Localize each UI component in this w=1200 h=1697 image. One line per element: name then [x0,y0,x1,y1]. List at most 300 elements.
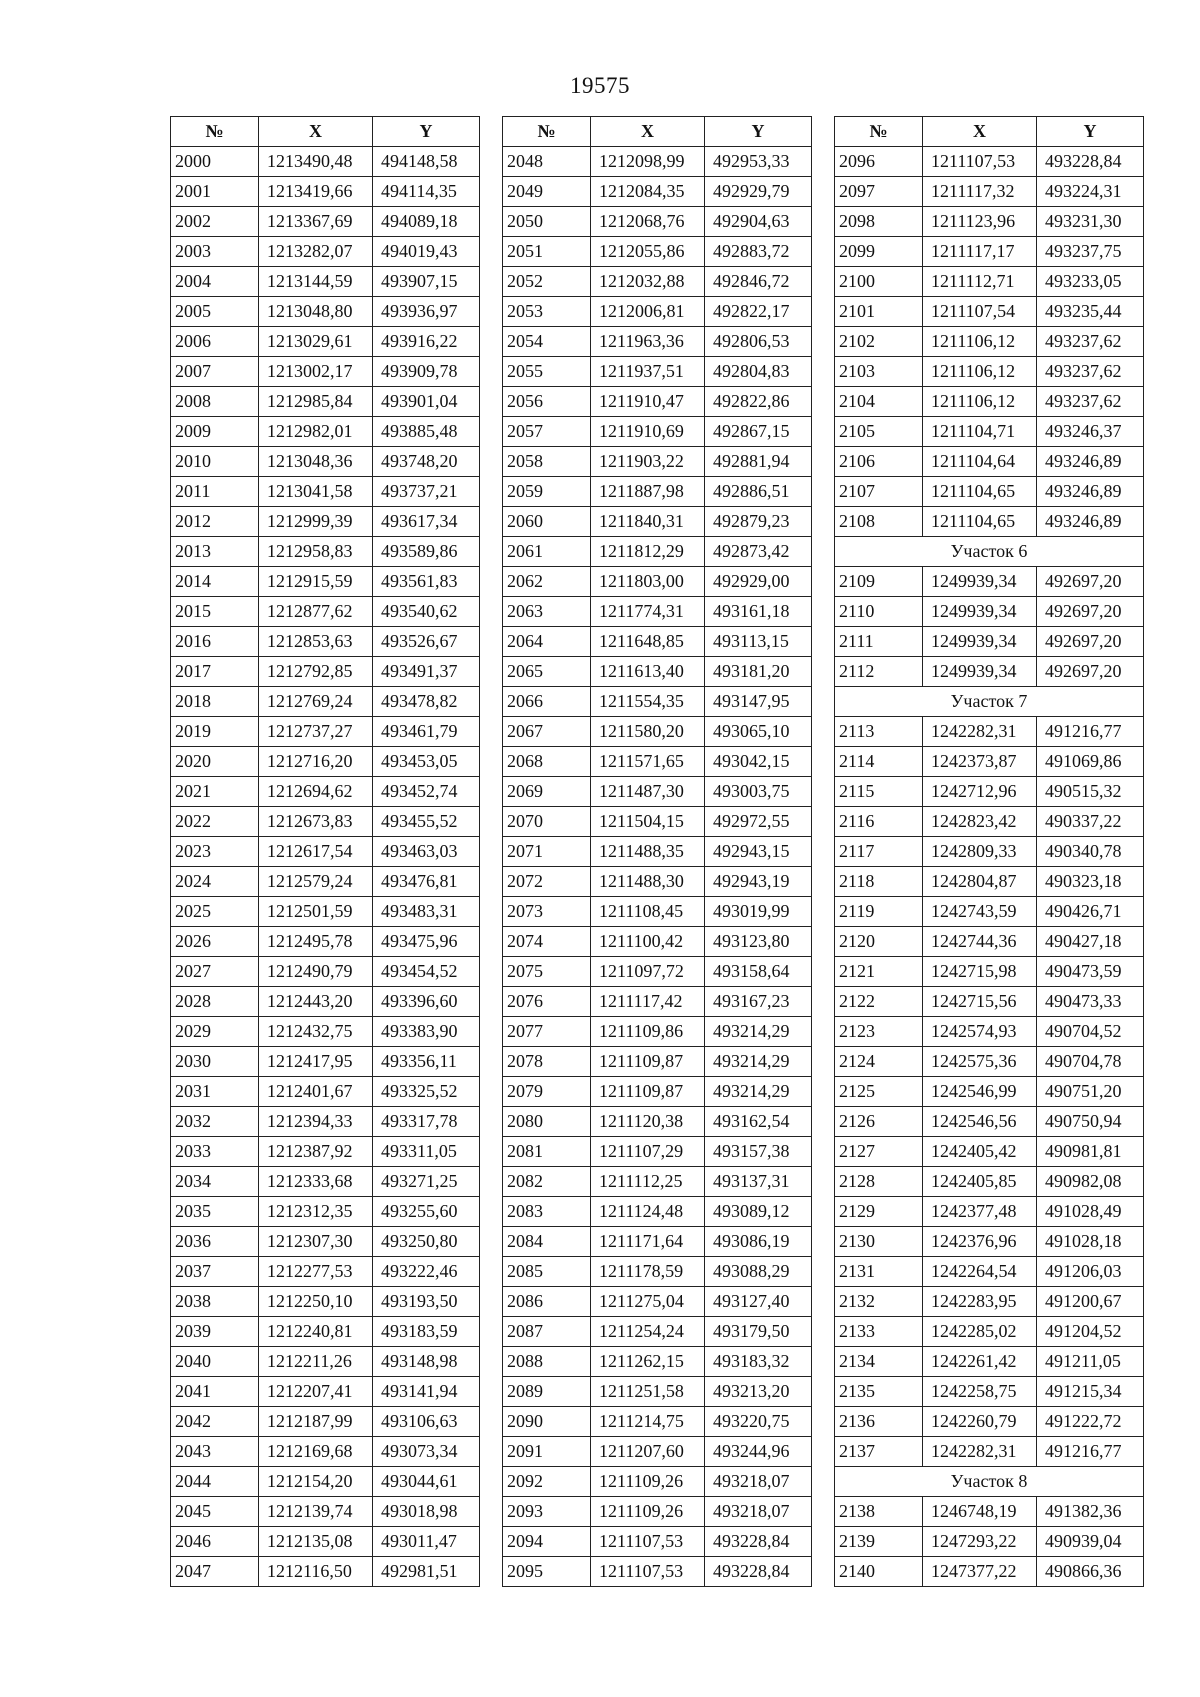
table-row [171,897,480,927]
point-number-cell: 2121 [835,957,923,987]
table-header-row [835,117,1144,147]
point-number-cell: 2112 [835,657,923,687]
table-row [171,477,480,507]
table-header-row [503,117,812,147]
table-row [835,897,1144,927]
x-coordinate-cell: 1211963,36 [591,327,705,357]
point-number-cell: 2057 [503,417,591,447]
x-coordinate-cell: 1242260,79 [923,1407,1037,1437]
y-coordinate-cell: 493491,37 [373,657,480,687]
table-row [503,1497,812,1527]
section-title: Участок 8 [835,1467,1144,1497]
x-coordinate-cell: 1242823,42 [923,807,1037,837]
table-row [835,1137,1144,1167]
y-coordinate-cell: 491216,77 [1037,717,1144,747]
y-coordinate-cell: 493019,99 [705,897,812,927]
table-row [503,1107,812,1137]
x-coordinate-cell: 1211504,15 [591,807,705,837]
x-coordinate-cell: 1211108,45 [591,897,705,927]
table-row [171,1377,480,1407]
x-coordinate-cell: 1211107,29 [591,1137,705,1167]
y-coordinate-cell: 492881,94 [705,447,812,477]
x-coordinate-cell: 1212139,74 [259,1497,373,1527]
table-row [503,837,812,867]
y-coordinate-cell: 492697,20 [1037,597,1144,627]
x-coordinate-cell: 1211112,25 [591,1167,705,1197]
table-row [835,567,1144,597]
point-number-cell: 2006 [171,327,259,357]
y-coordinate-cell: 493162,54 [705,1107,812,1137]
y-coordinate-cell: 493455,52 [373,807,480,837]
y-coordinate-cell: 492943,19 [705,867,812,897]
x-coordinate-cell: 1211109,26 [591,1497,705,1527]
table-row [171,1497,480,1527]
section-row [835,1467,1144,1497]
y-coordinate-cell: 493228,84 [1037,147,1144,177]
y-coordinate-cell: 490750,94 [1037,1107,1144,1137]
point-number-cell: 2079 [503,1077,591,1107]
point-number-cell: 2043 [171,1437,259,1467]
y-coordinate-cell: 491382,36 [1037,1497,1144,1527]
point-number-cell: 2013 [171,537,259,567]
x-coordinate-cell: 1211937,51 [591,357,705,387]
y-coordinate-cell: 493233,05 [1037,267,1144,297]
table-row [171,267,480,297]
x-coordinate-cell: 1213367,69 [259,207,373,237]
table-row [171,777,480,807]
x-coordinate-cell: 1212877,62 [259,597,373,627]
x-coordinate-cell: 1212006,81 [591,297,705,327]
x-coordinate-cell: 1212394,33 [259,1107,373,1137]
y-coordinate-cell: 492929,79 [705,177,812,207]
column-header-number: № [503,117,591,147]
x-coordinate-cell: 1211123,96 [923,207,1037,237]
y-coordinate-cell: 493148,98 [373,1347,480,1377]
y-coordinate-cell: 493561,83 [373,567,480,597]
coordinates-table-1 [170,116,480,1587]
table-row [835,867,1144,897]
y-coordinate-cell: 493237,62 [1037,357,1144,387]
y-coordinate-cell: 492806,53 [705,327,812,357]
point-number-cell: 2027 [171,957,259,987]
y-coordinate-cell: 493311,05 [373,1137,480,1167]
y-coordinate-cell: 492883,72 [705,237,812,267]
y-coordinate-cell: 493157,38 [705,1137,812,1167]
y-coordinate-cell: 493088,29 [705,1257,812,1287]
table-row [503,987,812,1017]
section-title: Участок 6 [835,537,1144,567]
point-number-cell: 2090 [503,1407,591,1437]
y-coordinate-cell: 493383,90 [373,1017,480,1047]
table-row [503,507,812,537]
point-number-cell: 2083 [503,1197,591,1227]
x-coordinate-cell: 1211100,42 [591,927,705,957]
x-coordinate-cell: 1211488,30 [591,867,705,897]
x-coordinate-cell: 1212098,99 [591,147,705,177]
point-number-cell: 2120 [835,927,923,957]
table-row [171,597,480,627]
point-number-cell: 2127 [835,1137,923,1167]
table-row [503,597,812,627]
table-row [835,1107,1144,1137]
x-coordinate-cell: 1212490,79 [259,957,373,987]
y-coordinate-cell: 490473,59 [1037,957,1144,987]
x-coordinate-cell: 1212985,84 [259,387,373,417]
table-row [835,1047,1144,1077]
point-number-cell: 2085 [503,1257,591,1287]
y-coordinate-cell: 493737,21 [373,477,480,507]
table-row [835,1167,1144,1197]
x-coordinate-cell: 1242376,96 [923,1227,1037,1257]
x-coordinate-cell: 1212084,35 [591,177,705,207]
point-number-cell: 2024 [171,867,259,897]
x-coordinate-cell: 1211124,48 [591,1197,705,1227]
point-number-cell: 2031 [171,1077,259,1107]
table-row [171,507,480,537]
y-coordinate-cell: 493748,20 [373,447,480,477]
y-coordinate-cell: 493228,84 [705,1527,812,1557]
table-row [503,537,812,567]
table-row [835,807,1144,837]
point-number-cell: 2086 [503,1287,591,1317]
point-number-cell: 2038 [171,1287,259,1317]
point-number-cell: 2020 [171,747,259,777]
x-coordinate-cell: 1212055,86 [591,237,705,267]
table-row [503,867,812,897]
table-row [835,357,1144,387]
table-row [171,1407,480,1437]
x-coordinate-cell: 1212250,10 [259,1287,373,1317]
point-number-cell: 2114 [835,747,923,777]
x-coordinate-cell: 1211109,87 [591,1047,705,1077]
point-number-cell: 2103 [835,357,923,387]
x-coordinate-cell: 1212792,85 [259,657,373,687]
point-number-cell: 2092 [503,1467,591,1497]
x-coordinate-cell: 1211254,24 [591,1317,705,1347]
point-number-cell: 2018 [171,687,259,717]
point-number-cell: 2117 [835,837,923,867]
point-number-cell: 2065 [503,657,591,687]
y-coordinate-cell: 490704,52 [1037,1017,1144,1047]
y-coordinate-cell: 491204,52 [1037,1317,1144,1347]
table-row [835,987,1144,1017]
table-row [503,1197,812,1227]
x-coordinate-cell: 1212579,24 [259,867,373,897]
x-coordinate-cell: 1213048,80 [259,297,373,327]
point-number-cell: 2077 [503,1017,591,1047]
x-coordinate-cell: 1213002,17 [259,357,373,387]
point-number-cell: 2011 [171,477,259,507]
point-number-cell: 2110 [835,597,923,627]
table-row [835,177,1144,207]
y-coordinate-cell: 490427,18 [1037,927,1144,957]
point-number-cell: 2084 [503,1227,591,1257]
x-coordinate-cell: 1242743,59 [923,897,1037,927]
point-number-cell: 2080 [503,1107,591,1137]
point-number-cell: 2074 [503,927,591,957]
x-coordinate-cell: 1213419,66 [259,177,373,207]
point-number-cell: 2063 [503,597,591,627]
point-number-cell: 2062 [503,567,591,597]
x-coordinate-cell: 1242282,31 [923,1437,1037,1467]
table-row [171,1047,480,1077]
point-number-cell: 2094 [503,1527,591,1557]
y-coordinate-cell: 493065,10 [705,717,812,747]
x-coordinate-cell: 1242264,54 [923,1257,1037,1287]
y-coordinate-cell: 492697,20 [1037,627,1144,657]
x-coordinate-cell: 1212769,24 [259,687,373,717]
table-row [503,447,812,477]
point-number-cell: 2041 [171,1377,259,1407]
point-number-cell: 2102 [835,327,923,357]
x-coordinate-cell: 1211117,42 [591,987,705,1017]
x-coordinate-cell: 1213029,61 [259,327,373,357]
table-row [835,927,1144,957]
table-row [171,1557,480,1587]
column-header-x: X [923,117,1037,147]
table-row [835,627,1144,657]
x-coordinate-cell: 1213282,07 [259,237,373,267]
x-coordinate-cell: 1242715,56 [923,987,1037,1017]
point-number-cell: 2029 [171,1017,259,1047]
y-coordinate-cell: 490751,20 [1037,1077,1144,1107]
y-coordinate-cell: 490982,08 [1037,1167,1144,1197]
table-row [503,567,812,597]
point-number-cell: 2101 [835,297,923,327]
point-number-cell: 2012 [171,507,259,537]
y-coordinate-cell: 491200,67 [1037,1287,1144,1317]
y-coordinate-cell: 493356,11 [373,1047,480,1077]
y-coordinate-cell: 493018,98 [373,1497,480,1527]
y-coordinate-cell: 493617,34 [373,507,480,537]
point-number-cell: 2138 [835,1497,923,1527]
x-coordinate-cell: 1212694,62 [259,777,373,807]
point-number-cell: 2072 [503,867,591,897]
point-number-cell: 2008 [171,387,259,417]
y-coordinate-cell: 490473,33 [1037,987,1144,1017]
x-coordinate-cell: 1213490,48 [259,147,373,177]
y-coordinate-cell: 493246,37 [1037,417,1144,447]
point-number-cell: 2108 [835,507,923,537]
table-row [503,207,812,237]
table-row [171,1077,480,1107]
point-number-cell: 2056 [503,387,591,417]
point-number-cell: 2059 [503,477,591,507]
x-coordinate-cell: 1242809,33 [923,837,1037,867]
x-coordinate-cell: 1211803,00 [591,567,705,597]
x-coordinate-cell: 1211207,60 [591,1437,705,1467]
table-row [171,687,480,717]
point-number-cell: 2042 [171,1407,259,1437]
table-row [503,1557,812,1587]
y-coordinate-cell: 493214,29 [705,1047,812,1077]
x-coordinate-cell: 1212312,35 [259,1197,373,1227]
coordinates-table-3 [834,116,1144,1587]
y-coordinate-cell: 493589,86 [373,537,480,567]
table-row [835,1197,1144,1227]
table-row [503,717,812,747]
point-number-cell: 2073 [503,897,591,927]
section-title: Участок 7 [835,687,1144,717]
x-coordinate-cell: 1211107,53 [923,147,1037,177]
table-row [171,717,480,747]
table-row [835,447,1144,477]
table-row [503,147,812,177]
point-number-cell: 2037 [171,1257,259,1287]
x-coordinate-cell: 1212154,20 [259,1467,373,1497]
y-coordinate-cell: 493141,94 [373,1377,480,1407]
table-row [503,1017,812,1047]
point-number-cell: 2007 [171,357,259,387]
y-coordinate-cell: 491028,49 [1037,1197,1144,1227]
y-coordinate-cell: 491222,72 [1037,1407,1144,1437]
x-coordinate-cell: 1211104,71 [923,417,1037,447]
y-coordinate-cell: 493218,07 [705,1467,812,1497]
table-row [835,417,1144,447]
point-number-cell: 2136 [835,1407,923,1437]
table-row [835,1317,1144,1347]
y-coordinate-cell: 490337,22 [1037,807,1144,837]
y-coordinate-cell: 493246,89 [1037,477,1144,507]
x-coordinate-cell: 1211107,53 [591,1527,705,1557]
table-row [171,1107,480,1137]
x-coordinate-cell: 1211109,26 [591,1467,705,1497]
x-coordinate-cell: 1212999,39 [259,507,373,537]
column-header-y: Y [705,117,812,147]
table-row [835,1287,1144,1317]
x-coordinate-cell: 1211487,30 [591,777,705,807]
x-coordinate-cell: 1212417,95 [259,1047,373,1077]
y-coordinate-cell: 493325,52 [373,1077,480,1107]
x-coordinate-cell: 1242574,93 [923,1017,1037,1047]
y-coordinate-cell: 493137,31 [705,1167,812,1197]
point-number-cell: 2088 [503,1347,591,1377]
point-number-cell: 2055 [503,357,591,387]
table-row [171,1437,480,1467]
x-coordinate-cell: 1211106,12 [923,327,1037,357]
y-coordinate-cell: 494148,58 [373,147,480,177]
table-row [835,477,1144,507]
x-coordinate-cell: 1212032,88 [591,267,705,297]
point-number-cell: 2034 [171,1167,259,1197]
table-row [835,1017,1144,1047]
y-coordinate-cell: 493222,46 [373,1257,480,1287]
point-number-cell: 2115 [835,777,923,807]
y-coordinate-cell: 493127,40 [705,1287,812,1317]
point-number-cell: 2071 [503,837,591,867]
table-row [171,1257,480,1287]
y-coordinate-cell: 493218,07 [705,1497,812,1527]
table-row [835,837,1144,867]
point-number-cell: 2104 [835,387,923,417]
point-number-cell: 2132 [835,1287,923,1317]
y-coordinate-cell: 494089,18 [373,207,480,237]
point-number-cell: 2025 [171,897,259,927]
table-row [171,1017,480,1047]
x-coordinate-cell: 1211910,47 [591,387,705,417]
point-number-cell: 2040 [171,1347,259,1377]
y-coordinate-cell: 494019,43 [373,237,480,267]
table-row [835,1527,1144,1557]
x-coordinate-cell: 1212207,41 [259,1377,373,1407]
y-coordinate-cell: 492822,86 [705,387,812,417]
x-coordinate-cell: 1212958,83 [259,537,373,567]
x-coordinate-cell: 1242575,36 [923,1047,1037,1077]
x-coordinate-cell: 1212617,54 [259,837,373,867]
point-number-cell: 2054 [503,327,591,357]
point-number-cell: 2039 [171,1317,259,1347]
table-row [835,1257,1144,1287]
table-row [171,807,480,837]
point-number-cell: 2097 [835,177,923,207]
y-coordinate-cell: 493161,18 [705,597,812,627]
x-coordinate-cell: 1212501,59 [259,897,373,927]
y-coordinate-cell: 492697,20 [1037,657,1144,687]
point-number-cell: 2093 [503,1497,591,1527]
y-coordinate-cell: 491215,34 [1037,1377,1144,1407]
y-coordinate-cell: 490939,04 [1037,1527,1144,1557]
table-row [503,1077,812,1107]
point-number-cell: 2009 [171,417,259,447]
x-coordinate-cell: 1242285,02 [923,1317,1037,1347]
point-number-cell: 2036 [171,1227,259,1257]
point-number-cell: 2016 [171,627,259,657]
page-number: 19575 [570,73,630,98]
table-row [503,687,812,717]
point-number-cell: 2109 [835,567,923,597]
table-row [835,297,1144,327]
x-coordinate-cell: 1211104,65 [923,507,1037,537]
point-number-cell: 2064 [503,627,591,657]
table-row [171,1287,480,1317]
table-row [503,387,812,417]
x-coordinate-cell: 1211251,58 [591,1377,705,1407]
table-row [171,1227,480,1257]
table-row [503,777,812,807]
y-coordinate-cell: 493478,82 [373,687,480,717]
table-row [503,627,812,657]
point-number-cell: 2022 [171,807,259,837]
x-coordinate-cell: 1249939,34 [923,657,1037,687]
point-number-cell: 2047 [171,1557,259,1587]
point-number-cell: 2067 [503,717,591,747]
y-coordinate-cell: 493214,29 [705,1017,812,1047]
point-number-cell: 2113 [835,717,923,747]
y-coordinate-cell: 493244,96 [705,1437,812,1467]
table-row [503,1167,812,1197]
x-coordinate-cell: 1211488,35 [591,837,705,867]
point-number-cell: 2001 [171,177,259,207]
y-coordinate-cell: 493011,47 [373,1527,480,1557]
x-coordinate-cell: 1212307,30 [259,1227,373,1257]
point-number-cell: 2126 [835,1107,923,1137]
y-coordinate-cell: 493213,20 [705,1377,812,1407]
x-coordinate-cell: 1211903,22 [591,447,705,477]
table-row [171,297,480,327]
table-row [503,237,812,267]
y-coordinate-cell: 490866,36 [1037,1557,1144,1587]
table-row [503,327,812,357]
table-row [835,1347,1144,1377]
x-coordinate-cell: 1249939,34 [923,627,1037,657]
y-coordinate-cell: 490340,78 [1037,837,1144,867]
x-coordinate-cell: 1212116,50 [259,1557,373,1587]
x-coordinate-cell: 1212277,53 [259,1257,373,1287]
point-number-cell: 2098 [835,207,923,237]
point-number-cell: 2000 [171,147,259,177]
y-coordinate-cell: 493237,75 [1037,237,1144,267]
x-coordinate-cell: 1242282,31 [923,717,1037,747]
